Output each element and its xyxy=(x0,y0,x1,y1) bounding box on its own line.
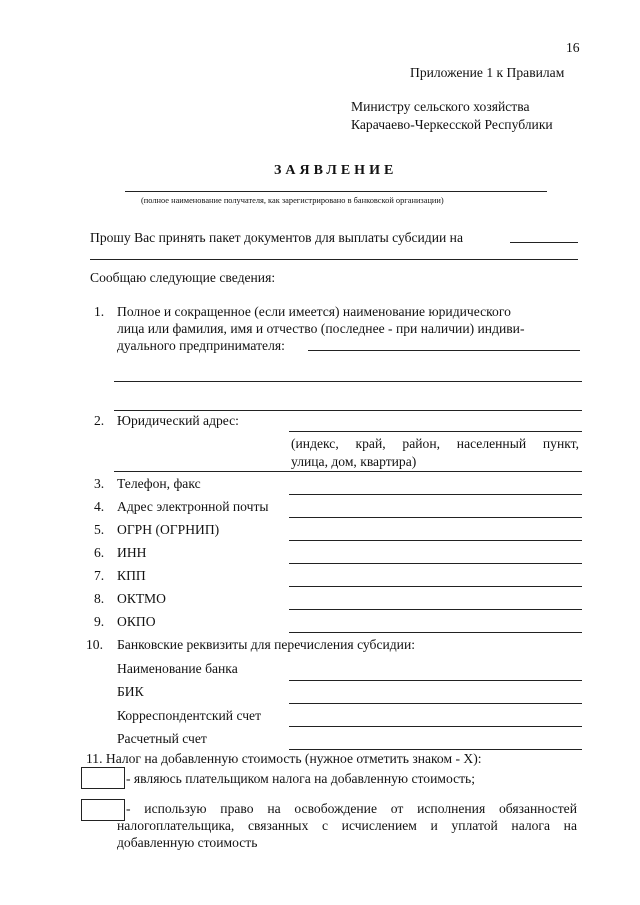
vat-exempt-option-line2: налогоплательщика, связанных с исчислением и уплатой налога на xyxy=(117,818,577,833)
ogrn-field[interactable] xyxy=(289,540,582,541)
vat-exempt-option-line3: добавленную стоимость xyxy=(117,835,258,850)
ogrn-label: ОГРН (ОГРНИП) xyxy=(117,522,220,537)
legal-address-label: Юридический адрес: xyxy=(117,413,239,428)
org-name-field[interactable] xyxy=(308,350,580,351)
email-field[interactable] xyxy=(289,517,582,518)
phone-fax-field[interactable] xyxy=(289,494,582,495)
subsidy-purpose-field-continued[interactable] xyxy=(90,259,578,260)
field-number: 8. xyxy=(94,591,105,606)
item1-line3: дуального предпринимателя: xyxy=(117,338,285,353)
legal-address-hint-line2: улица, дом, квартира) xyxy=(291,454,417,469)
vat-exempt-option-line1: - использую право на освобождение от исполнения обязанностей xyxy=(126,801,577,816)
bik-field[interactable] xyxy=(289,703,582,704)
account-label: Расчетный счет xyxy=(117,731,207,746)
bik-label: БИК xyxy=(117,684,144,699)
bank-name-label: Наименование банка xyxy=(117,661,238,676)
recipient-hint: (полное наименование получателя, как зарегистрировано в банковской организации) xyxy=(141,196,444,205)
legal-address-hint-line1: (индекс, край, район, населенный пункт, xyxy=(291,436,579,451)
kpp-field[interactable] xyxy=(289,586,582,587)
annex-label: Приложение 1 к Правилам xyxy=(410,65,565,80)
field-number: 9. xyxy=(94,614,105,629)
corr-account-label: Корреспондентский счет xyxy=(117,708,262,723)
bank-name-field[interactable] xyxy=(289,680,582,681)
field-number: 3. xyxy=(94,476,105,491)
subsidy-purpose-field[interactable] xyxy=(510,242,578,243)
kpp-label: КПП xyxy=(117,568,146,583)
org-name-field-line2[interactable] xyxy=(114,381,582,382)
field-number: 7. xyxy=(94,568,105,583)
item1-line2: лица или фамилия, имя и отчество (последнее - при наличии) индиви- xyxy=(117,321,525,336)
item1-number: 1. xyxy=(94,304,105,319)
email-label: Адрес электронной почты xyxy=(117,499,269,514)
phone-fax-label: Телефон, факс xyxy=(117,476,201,491)
okpo-field[interactable] xyxy=(289,632,582,633)
inn-label: ИНН xyxy=(117,545,147,560)
inn-field[interactable] xyxy=(289,563,582,564)
info-intro: Сообщаю следующие сведения: xyxy=(90,270,276,285)
vat-label: 11. Налог на добавленную стоимость (нужное отметить знаком - Х): xyxy=(86,751,482,766)
vat-payer-option: - являюсь плательщиком налога на добавленную стоимость; xyxy=(126,771,476,786)
recipient-name-field[interactable] xyxy=(125,191,547,192)
legal-address-field[interactable] xyxy=(289,431,582,432)
okpo-label: ОКПО xyxy=(117,614,156,629)
field-number: 4. xyxy=(94,499,105,514)
oktmo-label: ОКТМО xyxy=(117,591,166,606)
bank-details-label: Банковские реквизиты для перечисления субсидии: xyxy=(117,637,416,652)
item1-line1: Полное и сокращенное (если имеется) наименование юридического xyxy=(117,304,511,319)
document-title: ЗАЯВЛЕНИЕ xyxy=(274,163,398,178)
org-name-field-line3[interactable] xyxy=(114,410,582,411)
addressee-line1: Министру сельского хозяйства xyxy=(351,99,530,114)
addressee-line2: Карачаево-Черкесской Республики xyxy=(351,117,553,132)
item2-number: 2. xyxy=(94,413,105,428)
oktmo-field[interactable] xyxy=(289,609,582,610)
account-field[interactable] xyxy=(289,749,582,750)
field-number: 6. xyxy=(94,545,105,560)
field-number: 5. xyxy=(94,522,105,537)
legal-address-field-line2[interactable] xyxy=(114,471,582,472)
page-number: 16 xyxy=(566,40,580,55)
request-text: Прошу Вас принять пакет документов для выплаты субсидии на xyxy=(90,230,463,245)
corr-account-field[interactable] xyxy=(289,726,582,727)
item10-number: 10. xyxy=(86,637,103,652)
vat-payer-checkbox[interactable] xyxy=(81,767,125,789)
